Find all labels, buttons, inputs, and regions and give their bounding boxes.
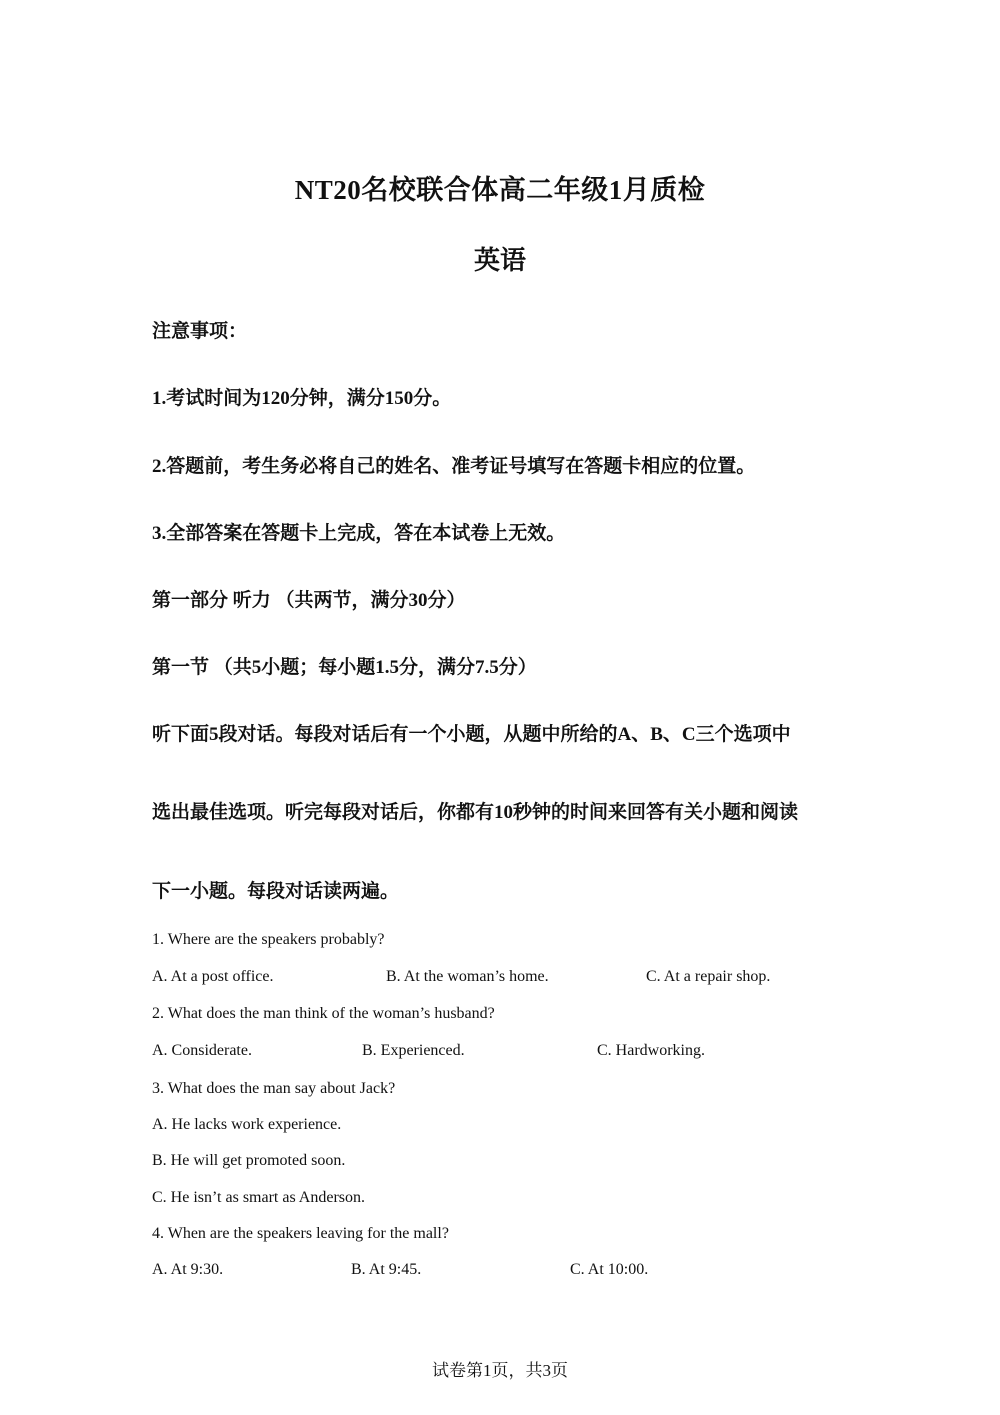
answer-option: B. He will get promoted soon. [152,1152,346,1169]
notice-heading: 注意事项： [152,321,248,342]
answer-option: C. At 10:00. [570,1261,649,1278]
notice-item: 3.全部答案在答题卡上完成，答在本试卷上无效。 [152,523,566,544]
section-heading: 第一节 （共5小题；每小题1.5分，满分7.5分） [152,657,537,678]
exam-title: NT20名校联合体高二年级1月质检 [294,175,706,205]
instruction-line: 听下面5段对话。每段对话后有一个小题，从题中所给的A、B、C三个选项中 [152,724,791,745]
part-heading: 第一部分 听力 （共两节，满分30分） [152,590,466,611]
notice-item: 2.答题前，考生务必将自己的姓名、准考证号填写在答题卡相应的位置。 [152,456,756,477]
question-stem: 1. Where are the speakers probably? [152,931,385,948]
question-stem: 4. When are the speakers leaving for the mall? [152,1225,449,1242]
notice-item: 1.考试时间为120分钟，满分150分。 [152,388,452,409]
exam-subject: 英语 [473,246,526,275]
instruction-line: 选出最佳选项。听完每段对话后，你都有10秒钟的时间来回答有关小题和阅读 [152,802,799,823]
answer-option: C. At a repair shop. [646,968,771,985]
question-stem: 3. What does the man say about Jack? [152,1080,396,1097]
answer-option: C. Hardworking. [597,1042,705,1059]
answer-option: A. At 9:30. [152,1261,224,1278]
question-stem: 2. What does the man think of the woman’s husband? [152,1005,495,1022]
answer-option: C. He isn’t as smart as Anderson. [152,1189,366,1206]
answer-option: B. At 9:45. [351,1261,422,1278]
answer-option: A. At a post office. [152,968,274,985]
answer-option: A. Considerate. [152,1042,252,1059]
page-footer: 试卷第1页，共3页 [432,1361,568,1380]
answer-option: B. Experienced. [362,1042,465,1059]
instruction-line: 下一小题。每段对话读两遍。 [152,881,400,902]
answer-option: A. He lacks work experience. [152,1116,342,1133]
answer-option: B. At the woman’s home. [386,968,549,985]
